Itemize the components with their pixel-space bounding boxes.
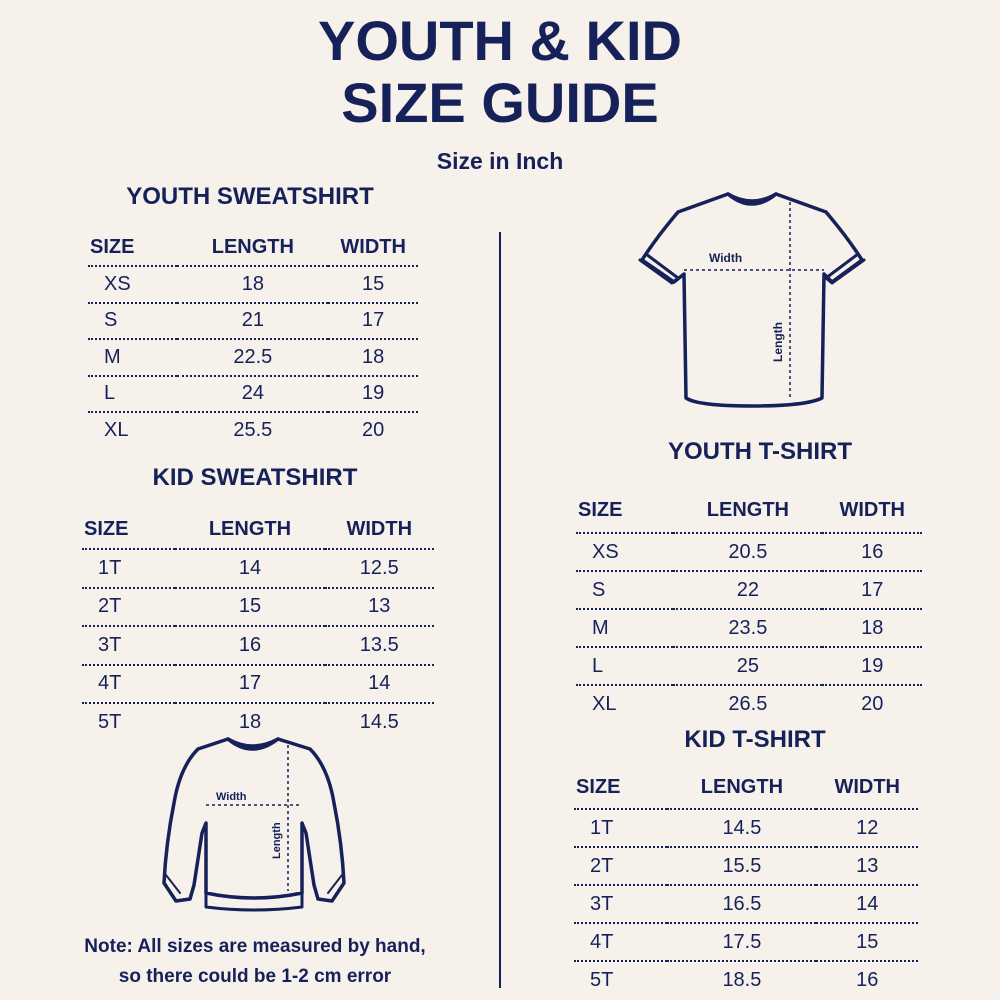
length-cell: 24 [177,376,328,413]
table-row [576,647,922,685]
table-row [88,266,418,303]
size-cell: M [576,609,673,647]
width-cell: 14.5 [325,703,434,741]
table-header-row [88,229,418,266]
width-cell: 19 [328,376,418,413]
length-cell: 20.5 [673,533,822,571]
column-header-size: SIZE [576,775,621,798]
table-row [574,885,918,923]
column-header-width: WIDTH [834,775,900,798]
kid-tshirt-title: KID T-SHIRT [684,726,826,753]
width-cell: 13 [325,588,434,627]
youth-sweatshirt-title: YOUTH SWEATSHIRT [126,183,374,210]
width-cell: 19 [822,647,922,685]
tshirt-icon [636,190,868,412]
width-cell: 13.5 [325,626,434,665]
length-cell: 16.5 [667,885,816,923]
width-cell: 20 [328,412,418,448]
table-row [82,549,434,588]
size-cell: 4T [574,923,667,961]
column-header-size: SIZE [578,498,623,521]
table-header-row [576,488,922,533]
width-cell: 13 [816,847,918,885]
table-header-row [574,766,918,809]
column-header-width: WIDTH [839,498,905,521]
tshirt-length-label: Length [771,322,785,362]
length-cell: 14.5 [667,809,816,847]
width-cell: 17 [822,571,922,609]
kid-sweatshirt-table [82,510,434,741]
width-cell: 17 [328,303,418,340]
kid-tshirt-table [574,766,918,998]
column-divider [499,232,501,988]
size-cell: 3T [574,885,667,923]
column-header-width: WIDTH [340,235,406,258]
table-row [574,847,918,885]
width-cell: 16 [822,533,922,571]
table-row [88,339,418,376]
width-cell: 12.5 [325,549,434,588]
youth-tshirt-title: YOUTH T-SHIRT [668,438,852,465]
table-row [82,665,434,704]
table-row [574,809,918,847]
sweatshirt-icon [162,733,346,915]
length-cell: 25.5 [177,412,328,448]
size-cell: 1T [574,809,667,847]
tshirt-width-label: Width [709,251,743,265]
table-row [576,609,922,647]
column-header-length: LENGTH [211,235,294,258]
sweatshirt-length-label: Length [271,822,283,859]
page-subtitle: Size in Inch [436,148,564,174]
youth-sweatshirt-table [88,229,418,448]
column-header-size: SIZE [84,517,129,540]
kid-sweatshirt-title: KID SWEATSHIRT [152,464,358,491]
table-row [574,923,918,961]
width-cell: 18 [328,339,418,376]
size-cell: XL [88,412,177,448]
size-cell: 5T [574,961,667,998]
page-title [0,10,1000,134]
title-line-2: SIZE GUIDE [341,71,659,134]
table-row [82,626,434,665]
sweatshirt-width-label: Width [216,791,247,803]
table-row [88,376,418,413]
note-line-2: so there could be 1-2 cm error [118,966,392,987]
width-cell: 20 [822,685,922,722]
width-cell: 18 [822,609,922,647]
size-cell: L [576,647,673,685]
size-cell: XS [88,266,177,303]
table-row [576,533,922,571]
table-header-row [82,510,434,549]
length-cell: 15 [175,588,324,627]
table-row [88,303,418,340]
size-cell: 2T [574,847,667,885]
note-line-1: Note: All sizes are measured by hand, [84,936,426,957]
table-row [82,588,434,627]
length-cell: 25 [673,647,822,685]
length-cell: 15.5 [667,847,816,885]
width-cell: 15 [328,266,418,303]
size-cell: S [88,303,177,340]
table-row [88,412,418,448]
length-cell: 14 [175,549,324,588]
table-row [576,685,922,722]
size-cell: 5T [82,703,175,741]
size-cell: XL [576,685,673,722]
size-cell: 4T [82,665,175,704]
table-row [576,571,922,609]
length-cell: 17 [175,665,324,704]
length-cell: 22.5 [177,339,328,376]
column-header-size: SIZE [90,235,135,258]
size-cell: M [88,339,177,376]
column-header-length: LENGTH [700,775,784,798]
length-cell: 18.5 [667,961,816,998]
width-cell: 15 [816,923,918,961]
size-cell: L [88,376,177,413]
length-cell: 26.5 [673,685,822,722]
measurement-note [40,932,470,992]
column-header-width: WIDTH [346,517,413,540]
length-cell: 17.5 [667,923,816,961]
size-cell: 1T [82,549,175,588]
size-cell: XS [576,533,673,571]
width-cell: 14 [816,885,918,923]
column-header-length: LENGTH [706,498,789,521]
length-cell: 21 [177,303,328,340]
size-cell: S [576,571,673,609]
length-cell: 23.5 [673,609,822,647]
length-cell: 22 [673,571,822,609]
width-cell: 12 [816,809,918,847]
width-cell: 16 [816,961,918,998]
youth-tshirt-table [576,488,922,722]
size-cell: 3T [82,626,175,665]
width-cell: 14 [325,665,434,704]
column-header-length: LENGTH [208,517,292,540]
size-cell: 2T [82,588,175,627]
length-cell: 18 [175,703,324,741]
length-cell: 18 [177,266,328,303]
title-line-1: YOUTH & KID [318,9,682,72]
table-row [574,961,918,998]
length-cell: 16 [175,626,324,665]
